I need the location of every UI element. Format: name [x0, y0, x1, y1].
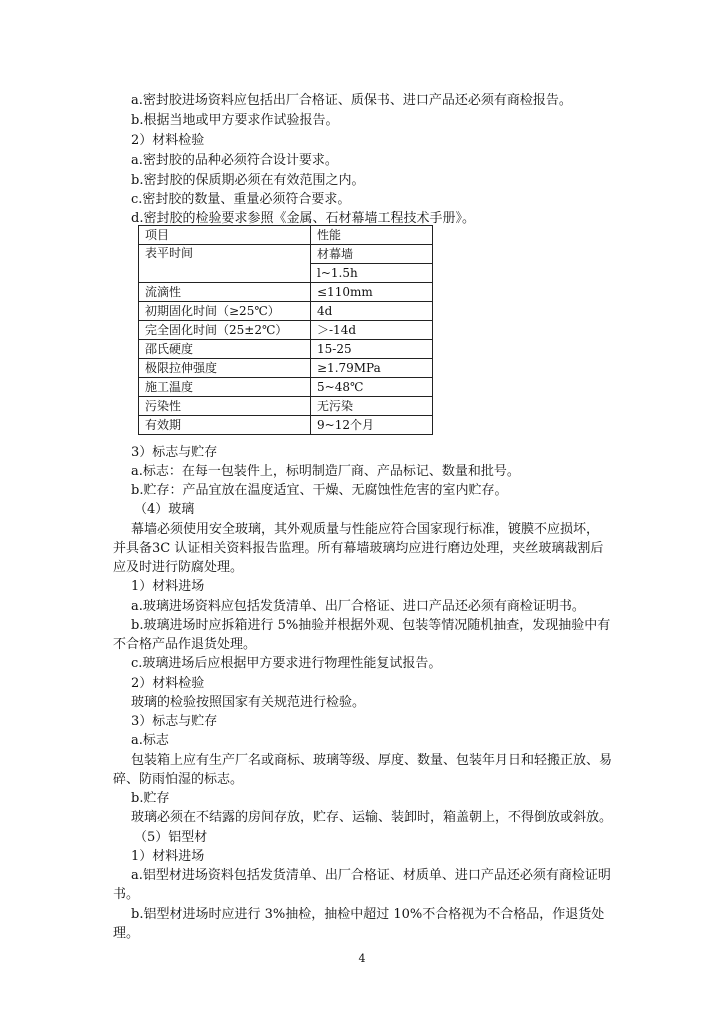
table-cell: 邵氏硬度	[139, 340, 311, 359]
table-cell: 4d	[311, 302, 433, 321]
aluminum-entry-a-2: 书。	[113, 887, 140, 902]
sealant-inspect-head: 2）材料检验	[131, 133, 205, 148]
glass-inspect-head: 2）材料检验	[131, 676, 205, 691]
table-cell: ≥1.79MPa	[311, 359, 433, 378]
sealant-test: b.根据当地或甲方要求作试验报告。	[131, 113, 339, 128]
glass-entry-head: 1）材料进场	[131, 579, 205, 594]
glass-mark-text-1: 包装箱上应有生产厂名或商标、玻璃等级、厚度、数量、包装年月日和轻搬正放、易	[131, 753, 613, 768]
table-row	[139, 245, 433, 264]
aluminum-section-title: （5）铝型材	[134, 830, 208, 845]
table-header-row	[139, 226, 433, 245]
table-row	[139, 359, 433, 378]
table-cell: 施工温度	[139, 378, 311, 397]
aluminum-entry-b-2: 理。	[113, 926, 140, 941]
sealant-spec-table	[138, 225, 433, 435]
aluminum-entry-a-1: a.铝型材进场资料包括发货清单、出厂合格证、材质单、进口产品还必须有商检证明	[131, 868, 611, 883]
storage-head: 3）标志与贮存	[131, 445, 218, 460]
aluminum-entry-b-1: b.铝型材进场时应进行 3%抽检，抽检中超过 10%不合格视为不合格品，作退货处	[131, 907, 605, 922]
table-cell: 完全固化时间（25±2℃）	[139, 321, 311, 340]
table-cell: ＞-14d	[311, 321, 433, 340]
table-row	[139, 378, 433, 397]
table-cell: 15-25	[311, 340, 433, 359]
page-number: 4	[358, 952, 366, 965]
glass-store-text: 玻璃必须在不结露的房间存放，贮存、运输、装卸时，箱盖朝上，不得倒放或斜放。	[131, 810, 613, 825]
glass-store-b: b.贮存	[131, 791, 170, 806]
table-cell: 初期固化时间（≥25℃）	[139, 302, 311, 321]
sealant-inspect-c: c.密封胶的数量、重量必须符合要求。	[131, 192, 351, 207]
table-cell: 有效期	[139, 416, 311, 435]
table-cell: 污染性	[139, 397, 311, 416]
sealant-inspect-d: d.密封胶的检验要求参照《金属、石材幕墙工程技术手册》。	[131, 211, 475, 226]
table-row	[139, 416, 433, 435]
table-cell: 5~48℃	[311, 378, 433, 397]
glass-mark-text-2: 碎、防雨怕湿的标志。	[113, 772, 244, 787]
storage-mark: a.标志：在每一包装件上，标明制造厂商、产品标记、数量和批号。	[131, 464, 520, 479]
glass-intro-3: 应及时进行防腐处理。	[113, 560, 244, 575]
glass-entry-b-2: 不合格产品作退货处理。	[113, 637, 257, 652]
storage-keep: b.贮存：产品宜放在温度适宜、干燥、无腐蚀性危害的室内贮存。	[131, 483, 508, 498]
glass-entry-a: a.玻璃进场资料应包括发货清单、出厂合格证、进口产品还必须有商检证明书。	[131, 599, 585, 614]
table-row	[139, 302, 433, 321]
glass-intro-1: 幕墙必须使用安全玻璃，其外观质量与性能应符合国家现行标准，镀膜不应损坏，	[131, 522, 600, 537]
sealant-inspect-a: a.密封胶的品种必须符合设计要求。	[131, 153, 338, 168]
table-row	[139, 397, 433, 416]
glass-mark-head: 3）标志与贮存	[131, 714, 218, 729]
table-cell: 极限拉伸强度	[139, 359, 311, 378]
table-header-cell: 性能	[311, 226, 433, 245]
table-cell: 材幕墙	[311, 245, 433, 264]
table-cell: 表平时间	[139, 245, 311, 283]
glass-section-title: （4）玻璃	[134, 502, 195, 517]
table-cell: l~1.5h	[311, 264, 433, 283]
table-row	[139, 283, 433, 302]
table-row	[139, 321, 433, 340]
sealant-docs: a.密封胶进场资料应包括出厂合格证、质保书、进口产品还必须有商检报告。	[131, 93, 572, 108]
table-cell: ≤110mm	[311, 283, 433, 302]
sealant-inspect-b: b.密封胶的保质期必须在有效范围之内。	[131, 173, 365, 188]
table-cell: 流滴性	[139, 283, 311, 302]
glass-entry-c: c.玻璃进场后应根据甲方要求进行物理性能复试报告。	[131, 656, 442, 671]
table-cell: 9~12个月	[311, 416, 433, 435]
table-header-cell: 项目	[139, 226, 311, 245]
aluminum-entry-head: 1）材料进场	[131, 849, 205, 864]
glass-inspect-text: 玻璃的检验按照国家有关规范进行检验。	[131, 695, 366, 710]
table-cell: 无污染	[311, 397, 433, 416]
glass-mark-a: a.标志	[131, 733, 169, 748]
table-row	[139, 340, 433, 359]
glass-entry-b-1: b.玻璃进场时应拆箱进行 5%抽验并根据外观、包装等情况随机抽查，发现抽验中有	[131, 618, 611, 633]
glass-intro-2: 并具备3C 认证相关资料报告监理。所有幕墙玻璃均应进行磨边处理，夹丝玻璃裁割后	[113, 541, 604, 556]
